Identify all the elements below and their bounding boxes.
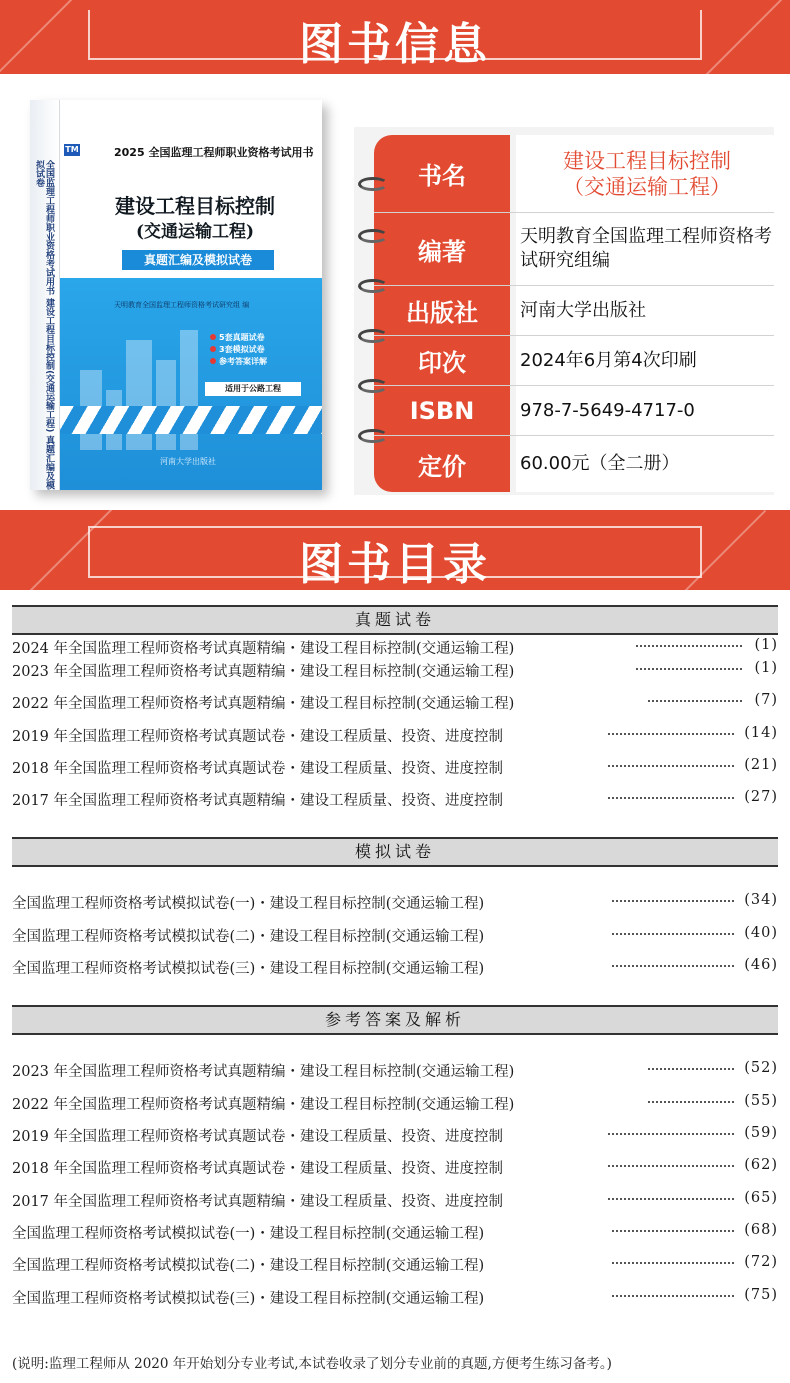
binder-ring-icon: [358, 379, 388, 393]
toc-item-page: (59): [744, 1125, 778, 1141]
toc-leader-dots: [612, 933, 734, 935]
toc-item-title: 全国监理工程师资格考试模拟试卷(一)・建设工程目标控制(交通运输工程): [12, 896, 485, 912]
toc-item-page: (21): [744, 757, 778, 773]
toc-item: [12, 957, 778, 979]
toc-section-heading: 参考答案及解析: [12, 1005, 778, 1035]
toc-leader-dots: [648, 700, 742, 702]
info-label: 书名: [418, 162, 466, 190]
toc-banner: [0, 510, 790, 590]
spine-text: 全国监理工程师职业资格考试用书 建设工程目标控制(交通运输工程) 真题汇编及模拟试卷: [34, 160, 54, 490]
toc-item: [12, 925, 778, 947]
toc-item: [12, 892, 778, 914]
info-row-price: [374, 436, 774, 492]
info-row-printing: [374, 336, 774, 386]
toc-item: [12, 789, 778, 811]
toc-item-title: 全国监理工程师资格考试模拟试卷(二)・建设工程目标控制(交通运输工程): [12, 1258, 485, 1274]
cover-author: 天明教育全国监理工程师资格考试研究组 编: [114, 301, 250, 309]
book-info-title: 图书信息: [299, 19, 491, 70]
info-label: 编著: [418, 237, 466, 266]
binder-ring-icon: [358, 279, 388, 293]
toc-item-page: (55): [744, 1093, 778, 1109]
toc-leader-dots: [608, 1165, 734, 1167]
publisher-logo-icon: TM: [65, 145, 79, 154]
toc-item-page: (68): [744, 1222, 778, 1238]
info-label: 出版社: [406, 299, 478, 327]
cover-feature: 参考答案详解: [210, 356, 267, 368]
binder-ring-icon: [358, 177, 388, 191]
toc-item: [12, 1125, 778, 1147]
toc-item: [12, 725, 778, 747]
toc-item-title: 2022 年全国监理工程师资格考试真题精编・建设工程目标控制(交通运输工程): [12, 696, 515, 712]
info-value-price: 60.00元（全二册）: [516, 436, 774, 492]
toc-section-heading: 真题试卷: [12, 605, 778, 635]
info-value-isbn: 978-7-5649-4717-0: [516, 386, 774, 435]
toc-item-page: (52): [744, 1060, 778, 1076]
toc-item-page: (65): [744, 1190, 778, 1206]
toc-item: [12, 1287, 778, 1309]
info-row-author: [374, 213, 774, 286]
toc-item: [12, 1222, 778, 1244]
toc-item-page: (7): [754, 692, 778, 708]
binder-ring-icon: [358, 429, 388, 443]
toc-item-title: 2018 年全国监理工程师资格考试真题试卷・建设工程质量、投资、进度控制: [12, 1161, 504, 1177]
footnote: (说明:监理工程师从 2020 年开始划分专业考试,本试卷收录了划分专业前的真题,方便考生练习备考。): [12, 1356, 612, 1372]
toc-item-title: 2024 年全国监理工程师资格考试真题精编・建设工程目标控制(交通运输工程): [12, 641, 515, 657]
toc-item-page: (1): [754, 637, 778, 653]
info-value-title: 建设工程目标控制 （交通运输工程）: [516, 135, 774, 212]
toc-leader-dots: [612, 1262, 734, 1264]
toc-leader-dots: [608, 1198, 734, 1200]
binder-ring-icon: [358, 229, 388, 243]
toc-item: [12, 637, 778, 659]
toc-item-title: 2019 年全国监理工程师资格考试真题试卷・建设工程质量、投资、进度控制: [12, 1129, 504, 1145]
info-value-printing: 2024年6月第4次印刷: [516, 336, 774, 385]
toc-leader-dots: [636, 668, 742, 670]
binder-ring-icon: [358, 329, 388, 343]
info-row-title: [374, 135, 774, 213]
toc-leader-dots: [612, 1230, 734, 1232]
toc-leader-dots: [636, 645, 742, 647]
toc-leader-dots: [648, 1101, 734, 1103]
toc-leader-dots: [648, 1068, 734, 1070]
toc-item-title: 全国监理工程师资格考试模拟试卷(三)・建设工程目标控制(交通运输工程): [12, 1291, 485, 1307]
toc-item-title: 全国监理工程师资格考试模拟试卷(一)・建设工程目标控制(交通运输工程): [12, 1226, 485, 1242]
toc-item-title: 2019 年全国监理工程师资格考试真题试卷・建设工程质量、投资、进度控制: [12, 729, 504, 745]
toc-leader-dots: [612, 965, 734, 967]
cover-year-line: 2025 全国监理工程师职业资格考试用书: [114, 146, 314, 159]
toc-section-heading: 模拟试卷: [12, 837, 778, 867]
toc-item: [12, 1190, 778, 1212]
toc-item-page: (1): [754, 660, 778, 676]
info-label: 定价: [418, 452, 466, 481]
cover-applies-label: 适用于公路工程: [205, 382, 301, 396]
book-cover-image: [30, 100, 322, 490]
toc-item-title: 2017 年全国监理工程师资格考试真题精编・建设工程质量、投资、进度控制: [12, 1194, 504, 1210]
toc-item: [12, 1060, 778, 1082]
toc-item-page: (62): [744, 1157, 778, 1173]
info-value-author: 天明教育全国监理工程师资格考试研究组编: [516, 213, 774, 285]
book-info-table: [354, 127, 774, 495]
cover-feature: 5套真题试卷: [210, 332, 267, 344]
info-label: ISBN: [409, 396, 475, 425]
toc-item-title: 2018 年全国监理工程师资格考试真题试卷・建设工程质量、投资、进度控制: [12, 761, 504, 777]
toc-item-title: 2023 年全国监理工程师资格考试真题精编・建设工程目标控制(交通运输工程): [12, 1064, 515, 1080]
toc-leader-dots: [608, 1133, 734, 1135]
toc-item-page: (40): [744, 925, 778, 941]
toc-item: [12, 1254, 778, 1276]
toc-item-page: (27): [744, 789, 778, 805]
info-row-isbn: [374, 386, 774, 436]
toc-leader-dots: [612, 900, 734, 902]
cover-publisher: 河南大学出版社: [160, 457, 216, 466]
cover-title: 建设工程目标控制: [115, 194, 275, 218]
info-label: 印次: [418, 349, 466, 377]
toc-leader-dots: [608, 765, 734, 767]
city-building-icon: [156, 360, 176, 450]
cover-ribbon: 真题汇编及模拟试卷: [122, 250, 274, 270]
toc-item: [12, 692, 778, 714]
info-row-publisher: [374, 286, 774, 336]
toc-item-page: (72): [744, 1254, 778, 1270]
book-spine: [30, 100, 60, 490]
cover-feature: 3套模拟试卷: [210, 344, 267, 356]
toc-item: [12, 1157, 778, 1179]
toc-item-page: (34): [744, 892, 778, 908]
toc-item-title: 全国监理工程师资格考试模拟试卷(三)・建设工程目标控制(交通运输工程): [12, 961, 485, 977]
book-info-banner: [0, 0, 790, 74]
toc-leader-dots: [608, 733, 734, 735]
toc-leader-dots: [612, 1295, 734, 1297]
toc-item-title: 全国监理工程师资格考试模拟试卷(二)・建设工程目标控制(交通运输工程): [12, 929, 485, 945]
toc-item-title: 2022 年全国监理工程师资格考试真题精编・建设工程目标控制(交通运输工程): [12, 1097, 515, 1113]
toc-item-title: 2023 年全国监理工程师资格考试真题精编・建设工程目标控制(交通运输工程): [12, 664, 515, 680]
toc-item-title: 2017 年全国监理工程师资格考试真题精编・建设工程质量、投资、进度控制: [12, 793, 504, 809]
toc-item: [12, 660, 778, 682]
info-value-publisher: 河南大学出版社: [516, 286, 774, 335]
toc-leader-dots: [608, 797, 734, 799]
toc-item-page: (46): [744, 957, 778, 973]
cover-feature-list: [210, 332, 267, 368]
toc-item: [12, 1093, 778, 1115]
toc-title: 图书目录: [299, 539, 491, 590]
toc-item-page: (14): [744, 725, 778, 741]
cover-subtitle: (交通运输工程): [135, 222, 255, 242]
toc-item-page: (75): [744, 1287, 778, 1303]
cover-road-stripe: [60, 406, 322, 434]
toc-item: [12, 757, 778, 779]
